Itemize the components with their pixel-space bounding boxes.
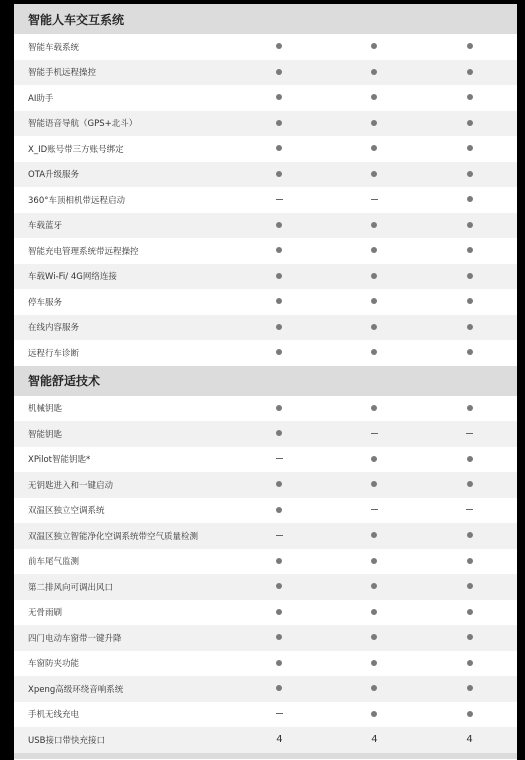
standard-dot-icon: [371, 298, 377, 304]
next-section-header-edge: [14, 753, 517, 759]
standard-dot-icon: [371, 634, 377, 640]
standard-dot-icon: [467, 196, 473, 202]
table-row: [14, 34, 517, 60]
standard-dot-icon: [276, 273, 282, 279]
table-row: [14, 162, 517, 188]
value-cell: [422, 683, 517, 694]
standard-dot-icon: [371, 69, 377, 75]
standard-dot-icon: [467, 120, 473, 126]
value-cell: [327, 734, 422, 745]
value-cell: [422, 479, 517, 490]
value-cell: [327, 296, 422, 307]
table-row: [14, 549, 517, 575]
table-row: [14, 421, 517, 447]
value-cell: [232, 296, 327, 307]
value-cell: [232, 220, 327, 231]
standard-dot-icon: [276, 349, 282, 355]
row-label: 智能语音导航（GPS+北斗）: [28, 119, 138, 130]
standard-dot-icon: [467, 711, 473, 717]
value-text: 4: [276, 734, 283, 746]
standard-dot-icon: [371, 273, 377, 279]
standard-dot-icon: [276, 120, 282, 126]
not-available-dash-icon: [371, 509, 378, 510]
standard-dot-icon: [467, 660, 473, 666]
row-label: 无钥匙进入和一键启动: [28, 480, 114, 491]
value-cell: [232, 581, 327, 592]
standard-dot-icon: [371, 558, 377, 564]
standard-dot-icon: [276, 609, 282, 615]
table-row: [14, 340, 517, 366]
value-cell: [327, 607, 422, 618]
row-label: 智能车载系统: [28, 42, 80, 53]
value-cell: [232, 479, 327, 490]
not-available-dash-icon: [466, 509, 473, 510]
row-label: AI助手: [28, 93, 54, 104]
row-label: XPilot智能钥匙*: [28, 455, 91, 466]
standard-dot-icon: [467, 273, 473, 279]
value-cell: [232, 347, 327, 358]
standard-dot-icon: [467, 609, 473, 615]
standard-dot-icon: [276, 481, 282, 487]
standard-dot-icon: [467, 456, 473, 462]
standard-dot-icon: [467, 634, 473, 640]
value-cell: [422, 530, 517, 541]
value-cell: [327, 709, 422, 720]
value-cell: [422, 118, 517, 129]
table-row: [14, 472, 517, 498]
row-label: 双温区独立空调系统: [28, 506, 105, 517]
standard-dot-icon: [371, 247, 377, 253]
row-label: 四门电动车窗带一键升降: [28, 633, 122, 644]
value-cell: [232, 658, 327, 669]
value-cell: [232, 734, 327, 745]
row-label: USB接口带快充接口: [28, 735, 105, 746]
not-available-dash-icon: [371, 199, 378, 200]
not-available-dash-icon: [276, 713, 283, 714]
value-text: 4: [466, 734, 473, 746]
value-cell: [327, 403, 422, 414]
standard-dot-icon: [276, 405, 282, 411]
standard-dot-icon: [371, 324, 377, 330]
value-cell: [327, 683, 422, 694]
value-text: 4: [371, 734, 378, 746]
table-row: [14, 60, 517, 86]
value-cell: [422, 581, 517, 592]
value-cell: [327, 169, 422, 180]
row-label: 智能充电管理系统带远程操控: [28, 246, 139, 257]
standard-dot-icon: [276, 685, 282, 691]
value-cell: [422, 271, 517, 282]
value-cell: [422, 632, 517, 643]
table-body: [14, 4, 517, 753]
value-cell: [422, 658, 517, 669]
standard-dot-icon: [467, 532, 473, 538]
value-cell: [232, 683, 327, 694]
value-cell: [422, 454, 517, 465]
standard-dot-icon: [276, 583, 282, 589]
standard-dot-icon: [276, 660, 282, 666]
standard-dot-icon: [467, 247, 473, 253]
standard-dot-icon: [276, 222, 282, 228]
value-cell: [327, 581, 422, 592]
standard-dot-icon: [467, 685, 473, 691]
standard-dot-icon: [371, 711, 377, 717]
table-row: [14, 523, 517, 549]
value-cell: [232, 67, 327, 78]
table-row: [14, 651, 517, 677]
value-cell: [232, 505, 327, 516]
standard-dot-icon: [276, 298, 282, 304]
standard-dot-icon: [467, 145, 473, 151]
value-cell: [232, 245, 327, 256]
table-row: [14, 447, 517, 473]
standard-dot-icon: [371, 456, 377, 462]
table-row: [14, 187, 517, 213]
standard-dot-icon: [467, 94, 473, 100]
table-row: [14, 289, 517, 315]
row-label: X_ID账号带三方账号绑定: [28, 144, 124, 155]
standard-dot-icon: [467, 298, 473, 304]
value-cell: [327, 143, 422, 154]
standard-dot-icon: [276, 94, 282, 100]
not-available-dash-icon: [276, 535, 283, 536]
value-cell: [327, 118, 422, 129]
standard-dot-icon: [276, 69, 282, 75]
row-label: 无骨雨刷: [28, 608, 63, 619]
value-cell: [232, 556, 327, 567]
standard-dot-icon: [371, 94, 377, 100]
value-cell: [232, 322, 327, 333]
value-cell: [327, 245, 422, 256]
standard-dot-icon: [467, 558, 473, 564]
value-cell: [422, 220, 517, 231]
table-row: [14, 238, 517, 264]
standard-dot-icon: [467, 171, 473, 177]
standard-dot-icon: [276, 43, 282, 49]
standard-dot-icon: [467, 222, 473, 228]
standard-dot-icon: [276, 171, 282, 177]
standard-dot-icon: [371, 349, 377, 355]
standard-dot-icon: [371, 145, 377, 151]
value-cell: [327, 505, 422, 516]
table-row: [14, 702, 517, 728]
table-row: [14, 85, 517, 111]
row-label: 车窗防夹功能: [28, 659, 80, 670]
value-cell: [327, 658, 422, 669]
value-cell: [327, 530, 422, 541]
table-row: [14, 264, 517, 290]
standard-dot-icon: [371, 660, 377, 666]
value-cell: [422, 143, 517, 154]
value-cell: [327, 479, 422, 490]
row-label: 智能钥匙: [28, 429, 63, 440]
value-cell: [327, 92, 422, 103]
standard-dot-icon: [371, 609, 377, 615]
value-cell: [327, 454, 422, 465]
row-label: 智能手机远程操控: [28, 68, 97, 79]
value-cell: [327, 41, 422, 52]
standard-dot-icon: [276, 145, 282, 151]
standard-dot-icon: [371, 685, 377, 691]
standard-dot-icon: [467, 405, 473, 411]
value-cell: [232, 118, 327, 129]
standard-dot-icon: [276, 247, 282, 253]
table-row: [14, 498, 517, 524]
table-row: [14, 396, 517, 422]
standard-dot-icon: [371, 532, 377, 538]
value-cell: [422, 607, 517, 618]
value-cell: [232, 607, 327, 618]
value-cell: [327, 322, 422, 333]
table-row: [14, 136, 517, 162]
value-cell: [232, 92, 327, 103]
value-cell: [422, 92, 517, 103]
section-header: 智能人车交互系统: [14, 4, 517, 34]
value-cell: [422, 169, 517, 180]
row-label: 车载Wi-Fi/ 4G网络连接: [28, 272, 117, 283]
standard-dot-icon: [276, 558, 282, 564]
table-row: [14, 213, 517, 239]
row-label: 机械钥匙: [28, 404, 63, 415]
spec-table: [14, 4, 517, 760]
standard-dot-icon: [371, 481, 377, 487]
not-available-dash-icon: [466, 433, 473, 434]
row-label: 远程行车诊断: [28, 348, 80, 359]
row-label: Xpeng高级环绕音响系统: [28, 684, 124, 695]
not-available-dash-icon: [276, 458, 283, 459]
value-cell: [232, 454, 327, 465]
value-cell: [422, 67, 517, 78]
value-cell: [327, 428, 422, 439]
value-cell: [232, 143, 327, 154]
standard-dot-icon: [467, 481, 473, 487]
not-available-dash-icon: [276, 199, 283, 200]
standard-dot-icon: [371, 222, 377, 228]
value-cell: [232, 41, 327, 52]
value-cell: [422, 556, 517, 567]
value-cell: [232, 428, 327, 439]
row-label: 双温区独立智能净化空调系统带空气质量检测: [28, 531, 199, 542]
value-cell: [232, 632, 327, 643]
value-cell: [232, 194, 327, 205]
section-header: 智能舒适技术: [14, 366, 517, 396]
value-cell: [422, 245, 517, 256]
table-row: [14, 625, 517, 651]
row-label: 在线内容服务: [28, 323, 80, 334]
value-cell: [422, 194, 517, 205]
value-cell: [422, 734, 517, 745]
standard-dot-icon: [467, 43, 473, 49]
value-cell: [327, 556, 422, 567]
table-row: [14, 727, 517, 753]
row-label: OTA升级服务: [28, 170, 80, 181]
value-cell: [232, 271, 327, 282]
standard-dot-icon: [371, 120, 377, 126]
table-row: [14, 111, 517, 137]
standard-dot-icon: [371, 171, 377, 177]
standard-dot-icon: [276, 430, 282, 436]
value-cell: [327, 347, 422, 358]
standard-dot-icon: [276, 634, 282, 640]
standard-dot-icon: [371, 43, 377, 49]
standard-dot-icon: [276, 324, 282, 330]
value-cell: [422, 41, 517, 52]
value-cell: [327, 632, 422, 643]
value-cell: [422, 403, 517, 414]
value-cell: [232, 403, 327, 414]
table-row: [14, 600, 517, 626]
table-row: [14, 676, 517, 702]
value-cell: [327, 271, 422, 282]
row-label: 停车服务: [28, 297, 63, 308]
value-cell: [422, 347, 517, 358]
standard-dot-icon: [371, 405, 377, 411]
row-label: 车载蓝牙: [28, 221, 63, 232]
standard-dot-icon: [467, 583, 473, 589]
standard-dot-icon: [467, 349, 473, 355]
standard-dot-icon: [467, 69, 473, 75]
value-cell: [327, 67, 422, 78]
table-row: [14, 574, 517, 600]
value-cell: [232, 709, 327, 720]
value-cell: [232, 169, 327, 180]
value-cell: [422, 709, 517, 720]
row-label: 第二排风向可调出风口: [28, 582, 114, 593]
standard-dot-icon: [276, 507, 282, 513]
value-cell: [422, 505, 517, 516]
value-cell: [422, 428, 517, 439]
row-label: 手机无线充电: [28, 710, 80, 721]
value-cell: [232, 530, 327, 541]
table-row: [14, 315, 517, 341]
standard-dot-icon: [371, 583, 377, 589]
value-cell: [422, 296, 517, 307]
row-label: 前车尾气监测: [28, 557, 80, 568]
value-cell: [422, 322, 517, 333]
not-available-dash-icon: [371, 433, 378, 434]
standard-dot-icon: [467, 324, 473, 330]
value-cell: [327, 194, 422, 205]
row-label: 360°车顶相机带远程启动: [28, 195, 125, 206]
value-cell: [327, 220, 422, 231]
